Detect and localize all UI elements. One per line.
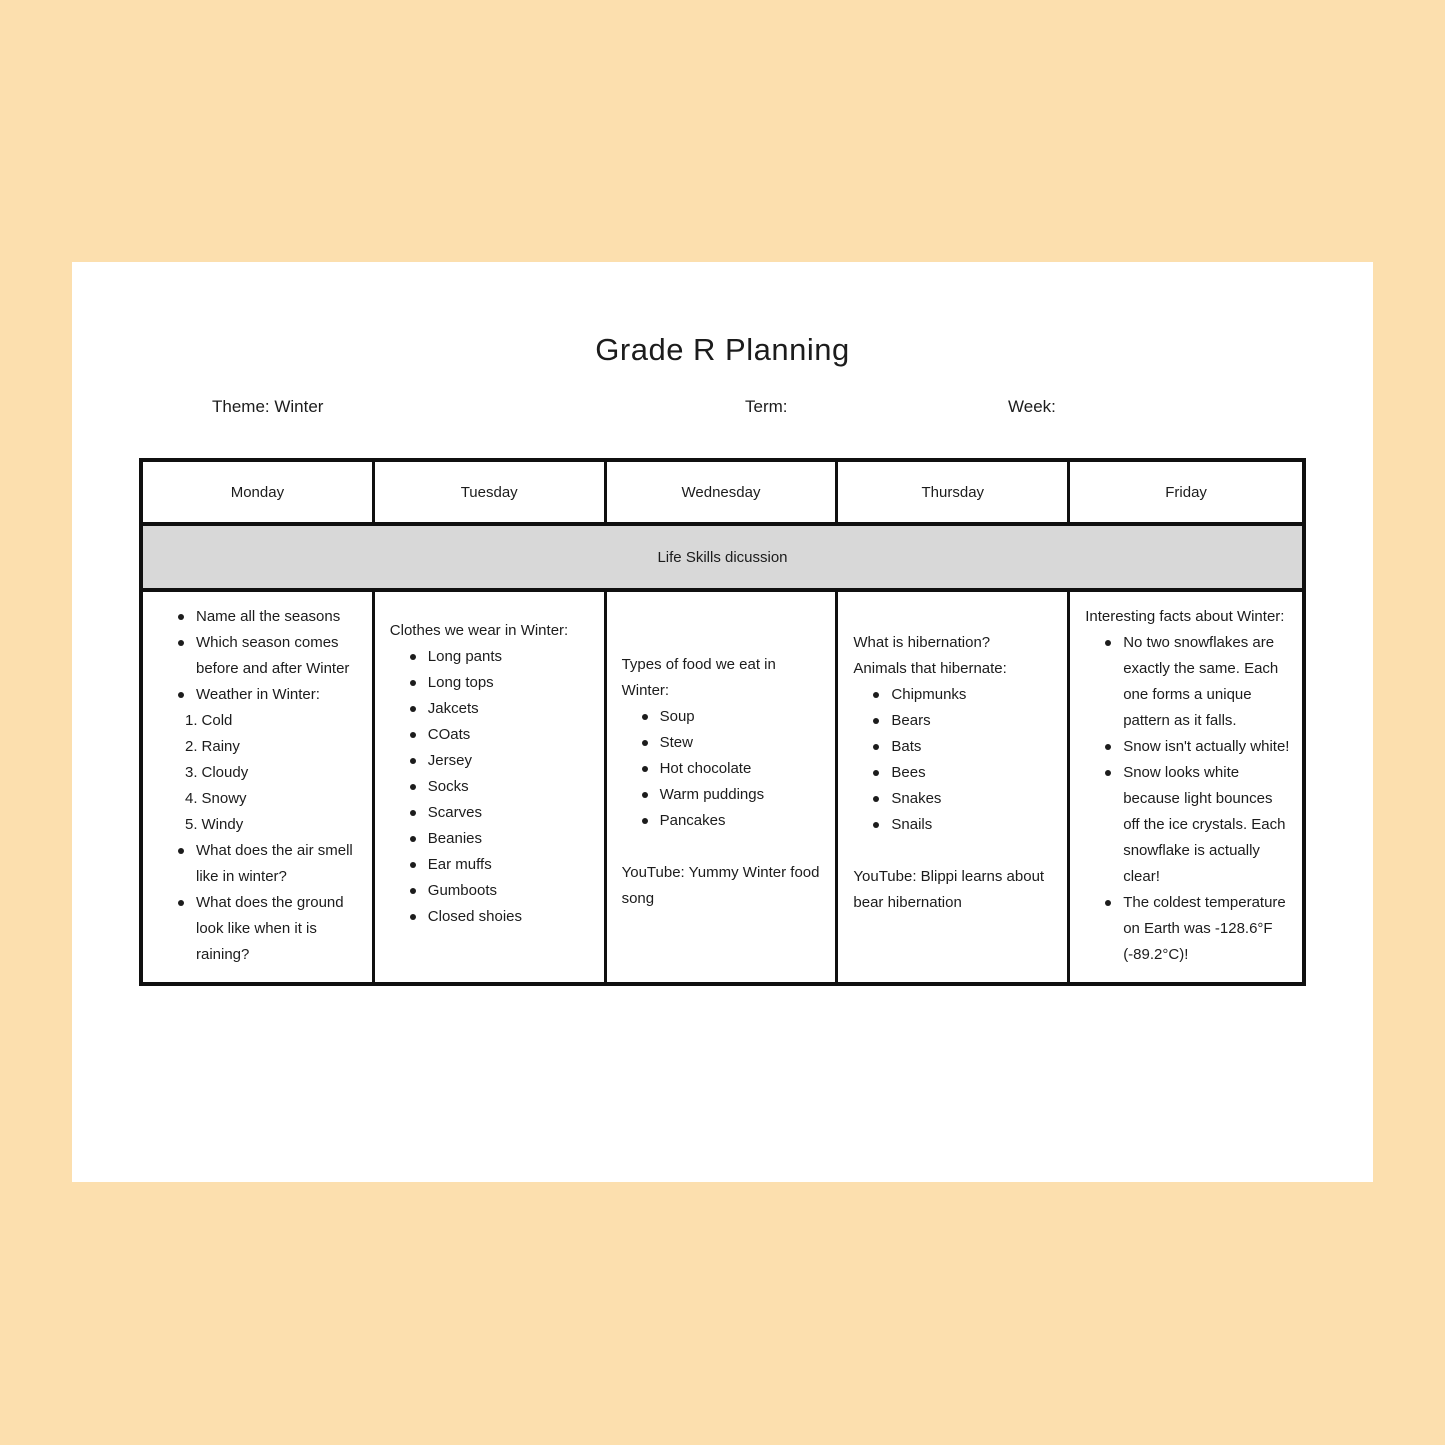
day-header-row: [143, 462, 1302, 526]
table-content-row: [143, 592, 1302, 982]
theme-label: Theme: Winter: [212, 397, 324, 416]
text-line: What is hibernation?: [853, 634, 991, 651]
bullet-item: Soup: [620, 704, 824, 730]
bullet-item: The coldest temperature on Earth was -128.6°F (-89.2°C)!: [1083, 890, 1290, 968]
text-line: Clothes we wear in Winter:: [389, 622, 569, 639]
day-cell-wednesday: [607, 592, 839, 982]
bullet-item: Weather in Winter:: [156, 682, 360, 708]
bullet-item: What does the ground look like when it is raining?: [156, 890, 360, 968]
day-header-tuesday: Tuesday: [375, 462, 607, 522]
bullets-list: [388, 644, 592, 930]
bullet-item: Beanies: [388, 826, 592, 852]
bullet-item: Gumboots: [388, 878, 592, 904]
bullet-item: Name all the seasons: [156, 604, 360, 630]
life-skills-band: Life Skills dicussion: [143, 526, 1302, 592]
page-title: Grade R Planning: [595, 332, 850, 367]
bullets-list: [620, 704, 824, 834]
day-cell-thursday: [838, 592, 1070, 982]
text-line: YouTube: Yummy Winter food song: [621, 864, 820, 907]
bullet-item: Long tops: [388, 670, 592, 696]
planning-table: [139, 458, 1306, 986]
bullet-item: Chipmunks: [851, 682, 1055, 708]
term-label: Term:: [745, 397, 788, 416]
bullet-item: Socks: [388, 774, 592, 800]
numbered-item: 4. Snowy: [156, 786, 360, 812]
bullet-item: Snails: [851, 812, 1055, 838]
numbered-item: 1. Cold: [156, 708, 360, 734]
bullet-item: What does the air smell like in winter?: [156, 838, 360, 890]
bullet-item: Long pants: [388, 644, 592, 670]
numbered-item: 2. Rainy: [156, 734, 360, 760]
bullet-item: Stew: [620, 730, 824, 756]
bullets-list: [1083, 630, 1290, 968]
bullet-item: Ear muffs: [388, 852, 592, 878]
bullet-item: Bats: [851, 734, 1055, 760]
bullet-item: Bees: [851, 760, 1055, 786]
bullet-item: Snow isn't actually white!: [1083, 734, 1290, 760]
item-number: 1.: [185, 712, 198, 729]
bullet-item: Snakes: [851, 786, 1055, 812]
item-number: 4.: [185, 790, 198, 807]
text-line: YouTube: Blippi learns about bear hibernation: [853, 868, 1045, 911]
item-number: 2.: [185, 738, 198, 755]
week-label: Week:: [1008, 397, 1056, 416]
spacer: [851, 838, 1055, 864]
text-line: Interesting facts about Winter:: [1085, 608, 1285, 625]
day-header-thursday: Thursday: [838, 462, 1070, 522]
bullets-list: [851, 682, 1055, 838]
bullets-list: [156, 838, 360, 968]
document-page: [72, 262, 1373, 1182]
text-line: Animals that hibernate:: [853, 660, 1007, 677]
day-cell-monday: [143, 592, 375, 982]
bullet-item: Jersey: [388, 748, 592, 774]
numbered-list: [156, 708, 360, 838]
bullet-item: COats: [388, 722, 592, 748]
numbered-item: 5. Windy: [156, 812, 360, 838]
bullet-item: Closed shoies: [388, 904, 592, 930]
day-header-friday: Friday: [1165, 483, 1207, 501]
item-number: 3.: [185, 764, 198, 781]
bullets-list: [156, 604, 360, 708]
day-header-wednesday: Wednesday: [607, 462, 839, 522]
bullet-item: No two snowflakes are exactly the same. Each one forms a unique pattern as it falls.: [1083, 630, 1290, 734]
bullet-item: Scarves: [388, 800, 592, 826]
bullet-item: Snow looks white because light bounces off the ice crystals. Each snowflake is actually clear!: [1083, 760, 1290, 890]
bullet-item: Which season comes before and after Winter: [156, 630, 360, 682]
bullet-item: Jakcets: [388, 696, 592, 722]
bullet-item: Warm puddings: [620, 782, 824, 808]
spacer: [620, 834, 824, 860]
bullet-item: Pancakes: [620, 808, 824, 834]
item-number: 5.: [185, 816, 198, 833]
day-header-monday: Monday: [143, 462, 375, 522]
day-cell-tuesday: [375, 592, 607, 982]
bullet-item: Hot chocolate: [620, 756, 824, 782]
bullet-item: Bears: [851, 708, 1055, 734]
text-line: Types of food we eat in Winter:: [621, 656, 776, 699]
numbered-item: 3. Cloudy: [156, 760, 360, 786]
day-cell-friday: [1070, 592, 1302, 982]
